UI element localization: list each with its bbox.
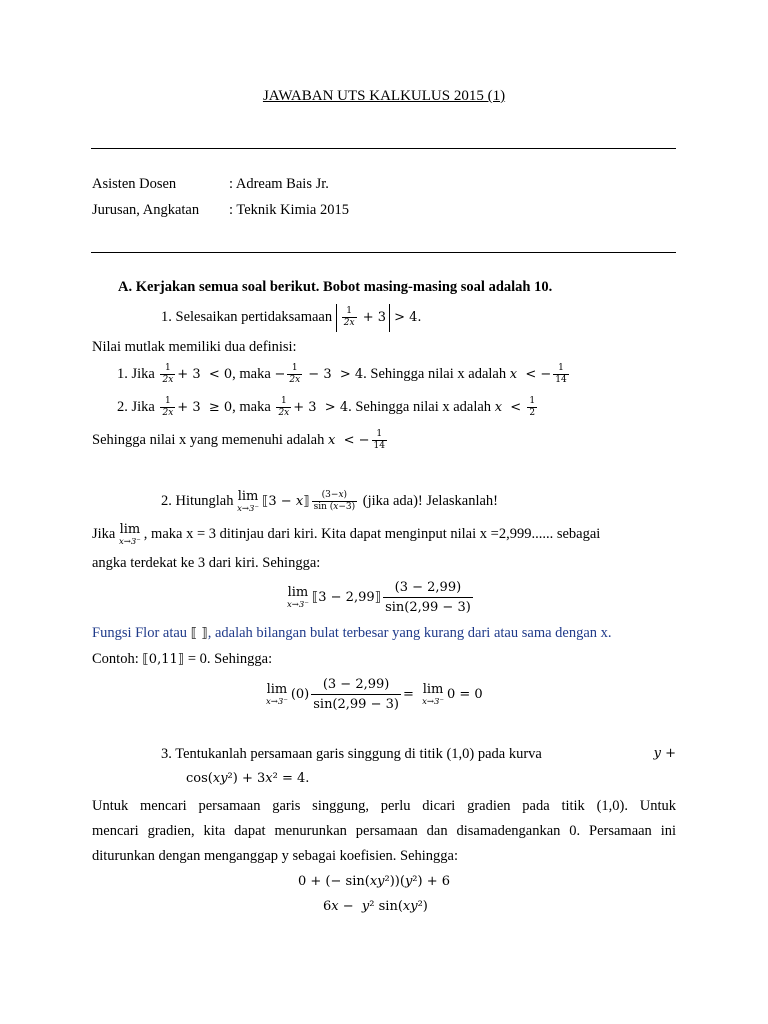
q1-case1-suffix: . Sehingga nilai x adalah	[363, 366, 507, 382]
q1-prompt-text: 1. Selesaikan pertidaksamaan	[161, 309, 333, 325]
q3-para-line2: mencari gradien, kita dapat menurunkan persamaan dan disamadengankan 0. Persamaan ini	[92, 823, 676, 839]
jurusan-label: Jurusan, Angkatan	[92, 202, 200, 218]
q1-conclusion-text: Sehingga nilai x yang memenuhi adalah	[92, 432, 325, 448]
q2-floor-a: Fungsi Flor atau	[92, 625, 188, 641]
q2-floor-d: = 0. Sehingga:	[187, 651, 273, 667]
q1-case1-prefix: 1. Jika	[117, 366, 155, 382]
q1-inequality: $\frac{1}{2x}$ + 3 > 4.	[336, 310, 422, 325]
q2-floor-b: , adalah bilangan bulat terbesar yang kurang dari atau sama dengan x.	[207, 625, 612, 641]
q2-line1-prefix: Jika	[92, 526, 116, 542]
q1-case2-prefix: 2. Jika	[117, 399, 155, 415]
q2-prompt-prefix: 2. Hitunglah	[161, 493, 234, 509]
divider-top	[91, 148, 676, 149]
q3-para-line1: Untuk mencari persamaan garis singgung, perlu dicari gradien pada titik (1,0). Untuk	[92, 798, 676, 814]
q1-case1-mid: , maka	[232, 366, 271, 382]
q2-line1: Jika lim x→3⁻ , maka x = 3 ditinjau dari kiri. Kita dapat menginput nilai x =2,999...... sebagai	[92, 521, 601, 547]
section-a-heading: A. Kerjakan semua soal berikut. Bobot masing-masing soal adalah 10.	[118, 279, 553, 295]
asisten-label: Asisten Dosen	[92, 176, 177, 192]
q1-case2: 2. Jika $\frac{1}{2x}$ + 3 ≥ 0, maka $\frac{1}{2x}$ + 3 > 4. Sehingga nilai x adalah x < $\frac{1}{2}$	[117, 396, 536, 418]
q1-prompt	[161, 303, 422, 331]
q3-eq1: 0 + (− sin(xy²))(y²) + 6	[298, 874, 451, 889]
q1-intro: Nilai mutlak memiliki dua definisi:	[92, 339, 297, 355]
asisten-value: : Adream Bais Jr.	[229, 176, 329, 192]
page-title: JAWABAN UTS KALKULUS 2015 (1)	[262, 88, 506, 104]
jurusan-value: : Teknik Kimia 2015	[229, 202, 349, 218]
q2-floor-line2: Contoh: ⟦0,11⟧ = 0. Sehingga:	[92, 651, 273, 667]
q1-conclusion: Sehingga nilai x yang memenuhi adalah x < − $\frac{1}{14}$	[92, 429, 385, 451]
q3-eq2: 6x − y² sin(xy²)	[323, 899, 428, 914]
q3-prompt-line2: cos(xy²) + 3x² = 4.	[186, 771, 310, 786]
q2-line2: angka terdekat ke 3 dari kiri. Sehingga:	[92, 555, 321, 571]
q2-eq1: lim x→3⁻ ⟦3 − 2,99⟧ $\frac{(3 - 2,99)}{\sin(2,99 - 3)}$	[287, 580, 471, 615]
q1-case2-suffix: . Sehingga nilai x adalah	[348, 399, 492, 415]
q2-line1-text: , maka x = 3 ditinjau dari kiri. Kita dapat menginput nilai x =2,999...... sebagai	[143, 526, 601, 542]
q1-case1: 1. Jika $\frac{1}{2x}$ + 3 < 0, maka − $\frac{1}{2x}$ − 3 > 4. Sehingga nilai x adalah x < − $\frac{1}{14}$	[117, 363, 567, 385]
q3-prompt-text: 3. Tentukanlah persamaan garis singgung di titik (1,0) pada kurva	[161, 746, 542, 762]
q2-eq2: lim x→3⁻ (0) $\frac{(3 - 2,99)}{\sin(2,99 - 3)}$ = lim x→3⁻ 0 = 0	[266, 677, 483, 712]
q2-prompt: 2. Hitunglah lim x→3⁻ ⟦3 − x⟧ $\frac{(3-x)}{\sin (x-3)}$ (jika ada)! Jelaskanlah!	[161, 488, 499, 514]
q3-para-line3: diturunkan dengan menganggap y sebagai koefisien. Sehingga:	[92, 848, 459, 864]
q2-floor-c: Contoh:	[92, 651, 139, 667]
q1-case2-mid: , maka	[232, 399, 271, 415]
q2-prompt-suffix: (jika ada)! Jelaskanlah!	[362, 493, 499, 509]
divider-bottom	[91, 252, 676, 253]
q3-prompt-line1: 3. Tentukanlah persamaan garis singgung di titik (1,0) pada kurva y +	[161, 746, 676, 762]
q2-floor-line1: Fungsi Flor atau ⟦ ⟧, adalah bilangan bulat terbesar yang kurang dari atau sama dengan x.	[92, 625, 612, 641]
